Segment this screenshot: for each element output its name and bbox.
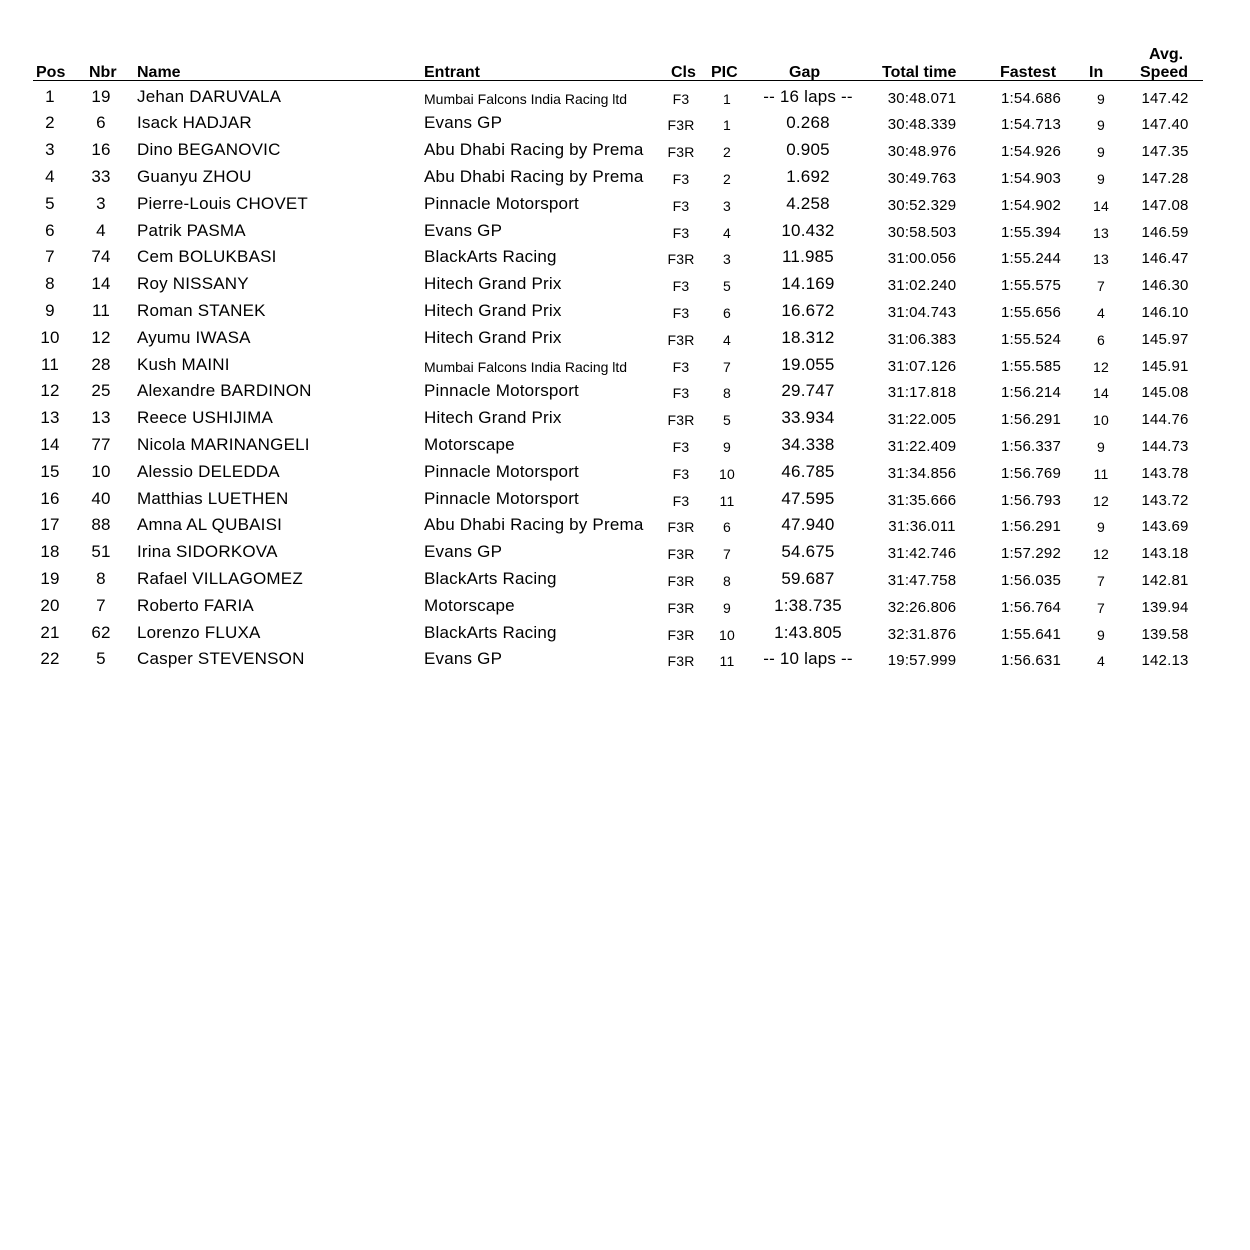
row-fastest-lap-number: 4 bbox=[1097, 304, 1105, 321]
row-driver-name: Patrik PASMA bbox=[137, 220, 246, 240]
row-total-time: 31:22.409 bbox=[887, 437, 957, 455]
header-nbr: Nbr bbox=[89, 64, 117, 81]
row-total-time: 30:48.339 bbox=[887, 116, 957, 134]
row-position: 3 bbox=[45, 140, 55, 160]
row-fastest-lap-number: 9 bbox=[1097, 117, 1105, 134]
row-car-number: 10 bbox=[91, 461, 111, 481]
table-row bbox=[0, 141, 1250, 168]
row-fastest-lap: 1:54.686 bbox=[1001, 89, 1061, 107]
row-class: F3R bbox=[667, 546, 695, 563]
row-gap: 11.985 bbox=[782, 247, 834, 267]
row-entrant: Evans GP bbox=[424, 649, 503, 669]
row-fastest-lap: 1:54.903 bbox=[1001, 169, 1061, 187]
row-fastest-lap: 1:56.631 bbox=[1001, 652, 1061, 670]
row-total-time: 31:34.856 bbox=[887, 464, 957, 482]
row-average-speed: 146.59 bbox=[1141, 223, 1189, 241]
row-class: F3R bbox=[667, 626, 695, 643]
row-total-time: 30:58.503 bbox=[887, 223, 957, 241]
row-total-time: 31:47.758 bbox=[887, 571, 957, 589]
row-fastest-lap-number: 9 bbox=[1097, 438, 1105, 455]
row-fastest-lap: 1:56.337 bbox=[1001, 437, 1061, 455]
row-car-number: 4 bbox=[96, 220, 106, 240]
row-position: 15 bbox=[40, 461, 60, 481]
row-position-in-class: 10 bbox=[719, 626, 735, 643]
row-position: 21 bbox=[40, 622, 60, 642]
row-driver-name: Reece USHIJIMA bbox=[137, 408, 274, 428]
row-position-in-class: 11 bbox=[719, 653, 735, 670]
row-fastest-lap-number: 9 bbox=[1097, 519, 1105, 536]
row-driver-name: Guanyu ZHOU bbox=[137, 166, 252, 186]
row-fastest-lap-number: 14 bbox=[1093, 385, 1109, 402]
row-total-time: 30:49.763 bbox=[887, 169, 957, 187]
row-car-number: 5 bbox=[96, 649, 106, 669]
row-position: 7 bbox=[45, 247, 55, 267]
row-gap: 46.785 bbox=[781, 461, 835, 481]
row-total-time: 30:52.329 bbox=[887, 196, 957, 214]
row-gap: 19.055 bbox=[781, 354, 835, 374]
row-car-number: 19 bbox=[91, 86, 111, 106]
row-fastest-lap: 1:56.035 bbox=[1001, 571, 1061, 589]
table-row bbox=[0, 597, 1250, 624]
row-driver-name: Alexandre BARDINON bbox=[137, 381, 312, 401]
row-driver-name: Jehan DARUVALA bbox=[137, 86, 282, 106]
row-fastest-lap-number: 4 bbox=[1097, 653, 1105, 670]
row-driver-name: Dino BEGANOVIC bbox=[137, 140, 281, 160]
row-entrant: Hitech Grand Prix bbox=[424, 274, 562, 294]
row-fastest-lap: 1:56.769 bbox=[1001, 464, 1061, 482]
row-car-number: 25 bbox=[91, 381, 111, 401]
row-class: F3 bbox=[672, 492, 690, 509]
row-average-speed: 143.18 bbox=[1141, 545, 1189, 563]
row-fastest-lap-number: 7 bbox=[1097, 599, 1105, 616]
row-class: F3R bbox=[667, 331, 695, 348]
row-car-number: 3 bbox=[96, 193, 106, 213]
row-average-speed: 139.94 bbox=[1141, 598, 1189, 616]
row-fastest-lap: 1:54.902 bbox=[1001, 196, 1061, 214]
row-entrant: BlackArts Racing bbox=[424, 568, 557, 588]
row-position: 9 bbox=[45, 300, 55, 320]
row-position-in-class: 5 bbox=[723, 412, 731, 429]
row-class: F3R bbox=[667, 117, 695, 134]
row-driver-name: Ayumu IWASA bbox=[137, 327, 251, 347]
row-position-in-class: 2 bbox=[723, 170, 731, 187]
row-fastest-lap: 1:55.394 bbox=[1001, 223, 1061, 241]
row-average-speed: 145.97 bbox=[1141, 330, 1189, 348]
row-fastest-lap-number: 13 bbox=[1093, 224, 1109, 241]
row-position: 22 bbox=[40, 649, 60, 669]
row-entrant: Mumbai Falcons India Racing ltd bbox=[424, 358, 628, 375]
row-total-time: 30:48.071 bbox=[887, 89, 957, 107]
table-row bbox=[0, 248, 1250, 275]
row-class: F3 bbox=[672, 224, 690, 241]
row-average-speed: 145.91 bbox=[1141, 357, 1189, 375]
row-entrant: Hitech Grand Prix bbox=[424, 327, 562, 347]
header-in: In bbox=[1089, 64, 1104, 81]
row-position: 1 bbox=[45, 86, 55, 106]
table-row bbox=[0, 114, 1250, 141]
table-row bbox=[0, 382, 1250, 409]
row-position-in-class: 6 bbox=[723, 304, 731, 321]
row-average-speed: 143.78 bbox=[1141, 464, 1189, 482]
row-fastest-lap: 1:54.713 bbox=[1001, 116, 1061, 134]
row-position-in-class: 11 bbox=[719, 492, 735, 509]
row-entrant: Motorscape bbox=[424, 434, 515, 454]
row-entrant: Pinnacle Motorsport bbox=[424, 488, 579, 508]
row-car-number: 8 bbox=[96, 568, 106, 588]
row-position-in-class: 2 bbox=[723, 144, 731, 161]
row-car-number: 11 bbox=[91, 300, 111, 320]
row-fastest-lap-number: 13 bbox=[1093, 251, 1109, 268]
table-row bbox=[0, 168, 1250, 195]
row-entrant: Evans GP bbox=[424, 542, 503, 562]
row-entrant: Abu Dhabi Racing by Prema bbox=[424, 166, 644, 186]
row-class: F3R bbox=[667, 412, 695, 429]
row-entrant: Evans GP bbox=[424, 220, 503, 240]
row-driver-name: Roberto FARIA bbox=[137, 595, 254, 615]
row-position-in-class: 8 bbox=[723, 572, 731, 589]
row-entrant: Evans GP bbox=[424, 113, 503, 133]
row-driver-name: Isack HADJAR bbox=[137, 113, 252, 133]
row-fastest-lap: 1:57.292 bbox=[1001, 545, 1061, 563]
row-total-time: 31:42.746 bbox=[887, 545, 957, 563]
row-driver-name: Rafael VILLAGOMEZ bbox=[137, 568, 303, 588]
row-position: 4 bbox=[45, 166, 55, 186]
row-driver-name: Matthias LUETHEN bbox=[137, 488, 289, 508]
row-entrant: Hitech Grand Prix bbox=[424, 408, 562, 428]
table-row bbox=[0, 222, 1250, 249]
row-position: 17 bbox=[40, 515, 60, 535]
row-fastest-lap-number: 9 bbox=[1097, 626, 1105, 643]
row-driver-name: Alessio DELEDDA bbox=[137, 461, 280, 481]
row-gap: 54.675 bbox=[781, 542, 835, 562]
row-position-in-class: 3 bbox=[723, 197, 731, 214]
header-fastest: Fastest bbox=[1000, 64, 1057, 81]
row-fastest-lap: 1:55.244 bbox=[1001, 250, 1061, 268]
row-entrant: Pinnacle Motorsport bbox=[424, 381, 579, 401]
row-position-in-class: 4 bbox=[723, 331, 731, 348]
table-row bbox=[0, 543, 1250, 570]
table-row bbox=[0, 302, 1250, 329]
row-average-speed: 143.69 bbox=[1141, 518, 1189, 536]
row-average-speed: 147.35 bbox=[1141, 143, 1189, 161]
row-entrant: Motorscape bbox=[424, 595, 515, 615]
row-position-in-class: 10 bbox=[719, 465, 735, 482]
row-position-in-class: 5 bbox=[723, 278, 731, 295]
header-cls: Cls bbox=[671, 64, 696, 81]
row-class: F3R bbox=[667, 144, 695, 161]
row-average-speed: 146.10 bbox=[1141, 303, 1189, 321]
row-position: 2 bbox=[45, 113, 55, 133]
row-total-time: 32:26.806 bbox=[887, 598, 957, 616]
row-total-time: 31:02.240 bbox=[887, 277, 957, 295]
row-total-time: 31:22.005 bbox=[887, 411, 957, 429]
row-fastest-lap-number: 6 bbox=[1097, 331, 1105, 348]
row-class: F3 bbox=[672, 465, 690, 482]
row-car-number: 88 bbox=[91, 515, 111, 535]
row-fastest-lap: 1:55.656 bbox=[1001, 303, 1061, 321]
row-driver-name: Casper STEVENSON bbox=[137, 649, 305, 669]
header-entrant: Entrant bbox=[424, 64, 480, 81]
row-average-speed: 142.13 bbox=[1141, 652, 1189, 670]
header-divider bbox=[33, 80, 1203, 81]
row-fastest-lap-number: 7 bbox=[1097, 572, 1105, 589]
row-class: F3R bbox=[667, 653, 695, 670]
row-fastest-lap-number: 12 bbox=[1093, 492, 1109, 509]
row-total-time: 19:57.999 bbox=[887, 652, 957, 670]
row-fastest-lap-number: 9 bbox=[1097, 170, 1105, 187]
row-position-in-class: 9 bbox=[723, 438, 731, 455]
row-fastest-lap: 1:54.926 bbox=[1001, 143, 1061, 161]
header-speed: Speed bbox=[1140, 64, 1189, 81]
row-total-time: 30:48.976 bbox=[887, 143, 957, 161]
row-position: 16 bbox=[40, 488, 60, 508]
row-position: 19 bbox=[40, 568, 60, 588]
row-entrant: Abu Dhabi Racing by Prema bbox=[424, 515, 644, 535]
row-driver-name: Kush MAINI bbox=[137, 354, 230, 374]
row-average-speed: 147.28 bbox=[1141, 169, 1189, 187]
table-row bbox=[0, 650, 1250, 677]
row-car-number: 12 bbox=[91, 327, 111, 347]
row-gap: 16.672 bbox=[781, 300, 835, 320]
row-position-in-class: 9 bbox=[723, 599, 731, 616]
row-total-time: 32:31.876 bbox=[887, 625, 957, 643]
table-row bbox=[0, 195, 1250, 222]
row-fastest-lap-number: 14 bbox=[1093, 197, 1109, 214]
row-fastest-lap: 1:56.291 bbox=[1001, 411, 1061, 429]
row-fastest-lap: 1:56.291 bbox=[1001, 518, 1061, 536]
row-total-time: 31:17.818 bbox=[887, 384, 957, 402]
row-class: F3 bbox=[672, 304, 690, 321]
row-fastest-lap-number: 10 bbox=[1093, 412, 1109, 429]
row-driver-name: Cem BOLUKBASI bbox=[137, 247, 277, 267]
row-position: 10 bbox=[40, 327, 60, 347]
row-car-number: 33 bbox=[91, 166, 111, 186]
row-position-in-class: 4 bbox=[723, 224, 731, 241]
row-total-time: 31:35.666 bbox=[887, 491, 957, 509]
row-position: 13 bbox=[40, 408, 60, 428]
row-driver-name: Lorenzo FLUXA bbox=[137, 622, 261, 642]
row-average-speed: 142.81 bbox=[1141, 571, 1189, 589]
row-gap: 34.338 bbox=[781, 434, 835, 454]
table-row bbox=[0, 329, 1250, 356]
row-entrant: Mumbai Falcons India Racing ltd bbox=[424, 90, 628, 107]
row-average-speed: 147.40 bbox=[1141, 116, 1189, 134]
header-pos: Pos bbox=[36, 64, 66, 81]
row-entrant: BlackArts Racing bbox=[424, 622, 557, 642]
row-fastest-lap: 1:55.585 bbox=[1001, 357, 1061, 375]
header-gap: Gap bbox=[789, 64, 821, 81]
row-position: 5 bbox=[45, 193, 55, 213]
row-fastest-lap-number: 9 bbox=[1097, 144, 1105, 161]
table-row bbox=[0, 624, 1250, 651]
header-avg: Avg. bbox=[1149, 46, 1184, 63]
table-row bbox=[0, 409, 1250, 436]
row-fastest-lap-number: 11 bbox=[1093, 465, 1109, 482]
row-fastest-lap: 1:56.793 bbox=[1001, 491, 1061, 509]
row-position: 6 bbox=[45, 220, 55, 240]
row-position-in-class: 1 bbox=[723, 117, 731, 134]
row-fastest-lap: 1:55.641 bbox=[1001, 625, 1061, 643]
row-average-speed: 146.47 bbox=[1141, 250, 1189, 268]
row-position: 18 bbox=[40, 542, 60, 562]
row-driver-name: Pierre-Louis CHOVET bbox=[137, 193, 309, 213]
row-car-number: 62 bbox=[91, 622, 111, 642]
row-average-speed: 147.42 bbox=[1141, 89, 1189, 107]
row-class: F3 bbox=[672, 438, 690, 455]
row-gap: 18.312 bbox=[781, 327, 835, 347]
row-gap: 1:38.735 bbox=[774, 595, 842, 615]
table-row bbox=[0, 516, 1250, 543]
row-entrant: Pinnacle Motorsport bbox=[424, 461, 579, 481]
row-driver-name: Amna AL QUBAISI bbox=[137, 515, 283, 535]
row-entrant: BlackArts Racing bbox=[424, 247, 557, 267]
row-car-number: 6 bbox=[96, 113, 106, 133]
row-class: F3 bbox=[672, 197, 690, 214]
row-class: F3 bbox=[672, 278, 690, 295]
row-total-time: 31:06.383 bbox=[887, 330, 957, 348]
row-position: 12 bbox=[40, 381, 60, 401]
row-driver-name: Roy NISSANY bbox=[137, 274, 249, 294]
row-position-in-class: 7 bbox=[723, 546, 731, 563]
row-class: F3R bbox=[667, 251, 695, 268]
row-position: 11 bbox=[40, 354, 60, 374]
row-entrant: Abu Dhabi Racing by Prema bbox=[424, 140, 644, 160]
row-gap: 10.432 bbox=[781, 220, 835, 240]
row-gap: 47.595 bbox=[781, 488, 835, 508]
row-class: F3 bbox=[672, 358, 690, 375]
header-pic: PIC bbox=[711, 64, 738, 81]
row-gap: 1:43.805 bbox=[774, 622, 842, 642]
row-gap: 0.905 bbox=[786, 140, 830, 160]
table-row bbox=[0, 463, 1250, 490]
row-entrant: Pinnacle Motorsport bbox=[424, 193, 579, 213]
table-row bbox=[0, 436, 1250, 463]
row-gap: 59.687 bbox=[781, 568, 835, 588]
row-fastest-lap-number: 9 bbox=[1097, 90, 1105, 107]
row-gap: 14.169 bbox=[781, 274, 835, 294]
row-class: F3R bbox=[667, 599, 695, 616]
row-position-in-class: 6 bbox=[723, 519, 731, 536]
row-fastest-lap: 1:55.524 bbox=[1001, 330, 1061, 348]
row-total-time: 31:36.011 bbox=[888, 518, 956, 536]
table-row bbox=[0, 356, 1250, 383]
row-average-speed: 145.08 bbox=[1141, 384, 1189, 402]
row-car-number: 14 bbox=[91, 274, 111, 294]
table-row bbox=[0, 275, 1250, 302]
row-total-time: 31:00.056 bbox=[887, 250, 957, 268]
header-total-time: Total time bbox=[882, 64, 957, 81]
row-driver-name: Nicola MARINANGELI bbox=[137, 434, 310, 454]
row-position: 8 bbox=[45, 274, 55, 294]
row-fastest-lap: 1:56.214 bbox=[1001, 384, 1061, 402]
row-car-number: 74 bbox=[91, 247, 111, 267]
table-row bbox=[0, 570, 1250, 597]
row-fastest-lap: 1:55.575 bbox=[1001, 277, 1061, 295]
row-car-number: 40 bbox=[91, 488, 111, 508]
row-gap: 4.258 bbox=[786, 193, 830, 213]
row-position-in-class: 8 bbox=[723, 385, 731, 402]
header-name: Name bbox=[137, 64, 181, 81]
row-car-number: 51 bbox=[91, 542, 111, 562]
row-gap: -- 10 laps -- bbox=[763, 649, 853, 669]
row-class: F3 bbox=[672, 385, 690, 402]
row-position-in-class: 1 bbox=[723, 90, 731, 107]
row-total-time: 31:07.126 bbox=[887, 357, 957, 375]
row-car-number: 16 bbox=[91, 140, 111, 160]
row-position-in-class: 7 bbox=[723, 358, 731, 375]
row-position: 14 bbox=[40, 434, 60, 454]
row-total-time: 31:04.743 bbox=[887, 303, 957, 321]
row-fastest-lap: 1:56.764 bbox=[1001, 598, 1061, 616]
row-car-number: 77 bbox=[91, 434, 111, 454]
row-driver-name: Roman STANEK bbox=[137, 300, 266, 320]
row-position: 20 bbox=[40, 595, 60, 615]
row-gap: -- 16 laps -- bbox=[763, 86, 853, 106]
row-average-speed: 147.08 bbox=[1141, 196, 1189, 214]
row-car-number: 28 bbox=[91, 354, 111, 374]
row-entrant: Hitech Grand Prix bbox=[424, 300, 562, 320]
row-fastest-lap-number: 12 bbox=[1093, 358, 1109, 375]
row-gap: 33.934 bbox=[781, 408, 835, 428]
row-gap: 29.747 bbox=[781, 381, 835, 401]
table-row bbox=[0, 88, 1250, 115]
row-class: F3R bbox=[667, 519, 695, 536]
row-average-speed: 139.58 bbox=[1141, 625, 1189, 643]
row-gap: 1.692 bbox=[786, 166, 830, 186]
row-class: F3 bbox=[672, 90, 690, 107]
row-class: F3R bbox=[667, 572, 695, 589]
table-row bbox=[0, 490, 1250, 517]
row-fastest-lap-number: 7 bbox=[1097, 278, 1105, 295]
row-gap: 0.268 bbox=[786, 113, 830, 133]
row-gap: 47.940 bbox=[781, 515, 835, 535]
row-driver-name: Irina SIDORKOVA bbox=[137, 542, 278, 562]
row-fastest-lap-number: 12 bbox=[1093, 546, 1109, 563]
row-average-speed: 144.76 bbox=[1141, 411, 1189, 429]
row-car-number: 7 bbox=[96, 595, 106, 615]
row-position-in-class: 3 bbox=[723, 251, 731, 268]
row-average-speed: 143.72 bbox=[1141, 491, 1189, 509]
row-class: F3 bbox=[672, 170, 690, 187]
row-average-speed: 144.73 bbox=[1141, 437, 1189, 455]
row-car-number: 13 bbox=[91, 408, 111, 428]
row-average-speed: 146.30 bbox=[1141, 277, 1189, 295]
